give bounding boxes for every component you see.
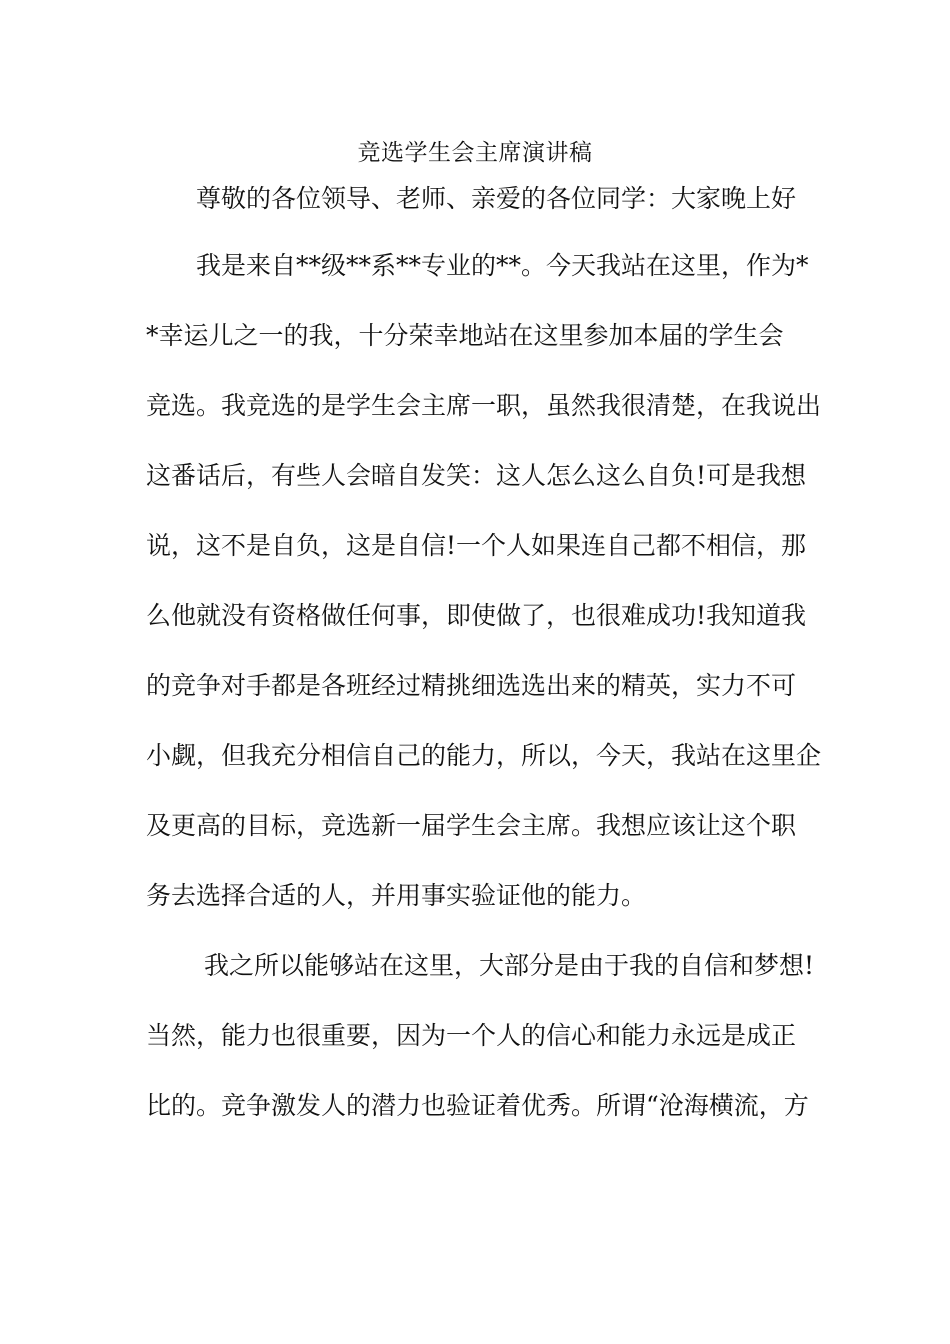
text-line: 的竞争对手都是各班经过精挑细选选出来的精英，实力不可 bbox=[146, 671, 797, 700]
text-line: 当然，能力也很重要，因为一个人的信心和能力永远是成正 bbox=[146, 1021, 797, 1050]
text-line: 我是来自**级**系**专业的**。今天我站在这里，作为* bbox=[196, 251, 809, 280]
text-line: 务去选择合适的人，并用事实验证他的能力。 bbox=[146, 881, 647, 910]
text-line-greeting: 尊敬的各位领导、老师、亲爱的各位同学：大家晚上好 bbox=[196, 184, 797, 213]
document-title: 竞选学生会主席演讲稿 bbox=[357, 140, 593, 166]
text-line: 这番话后，有些人会暗自发笑：这人怎么这么自负!可是我想 bbox=[146, 461, 807, 490]
text-line: 我之所以能够站在这里，大部分是由于我的自信和梦想! bbox=[204, 951, 815, 980]
text-line: 及更高的目标，竞选新一届学生会主席。我想应该让这个职 bbox=[146, 811, 797, 840]
text-line: *幸运儿之一的我，十分荣幸地站在这里参加本届的学生会 bbox=[146, 321, 784, 350]
text-line: 比的。竞争激发人的潜力也验证着优秀。所谓“沧海横流，方 bbox=[146, 1091, 809, 1120]
text-line: 竞选。我竞选的是学生会主席一职，虽然我很清楚，在我说出 bbox=[146, 391, 822, 420]
text-line: 小觑，但我充分相信自己的能力，所以，今天，我站在这里企 bbox=[146, 741, 822, 770]
text-line: 么他就没有资格做任何事，即使做了，也很难成功!我知道我 bbox=[146, 601, 807, 630]
text-line: 说，这不是自负，这是自信!一个人如果连自己都不相信，那 bbox=[146, 531, 807, 560]
